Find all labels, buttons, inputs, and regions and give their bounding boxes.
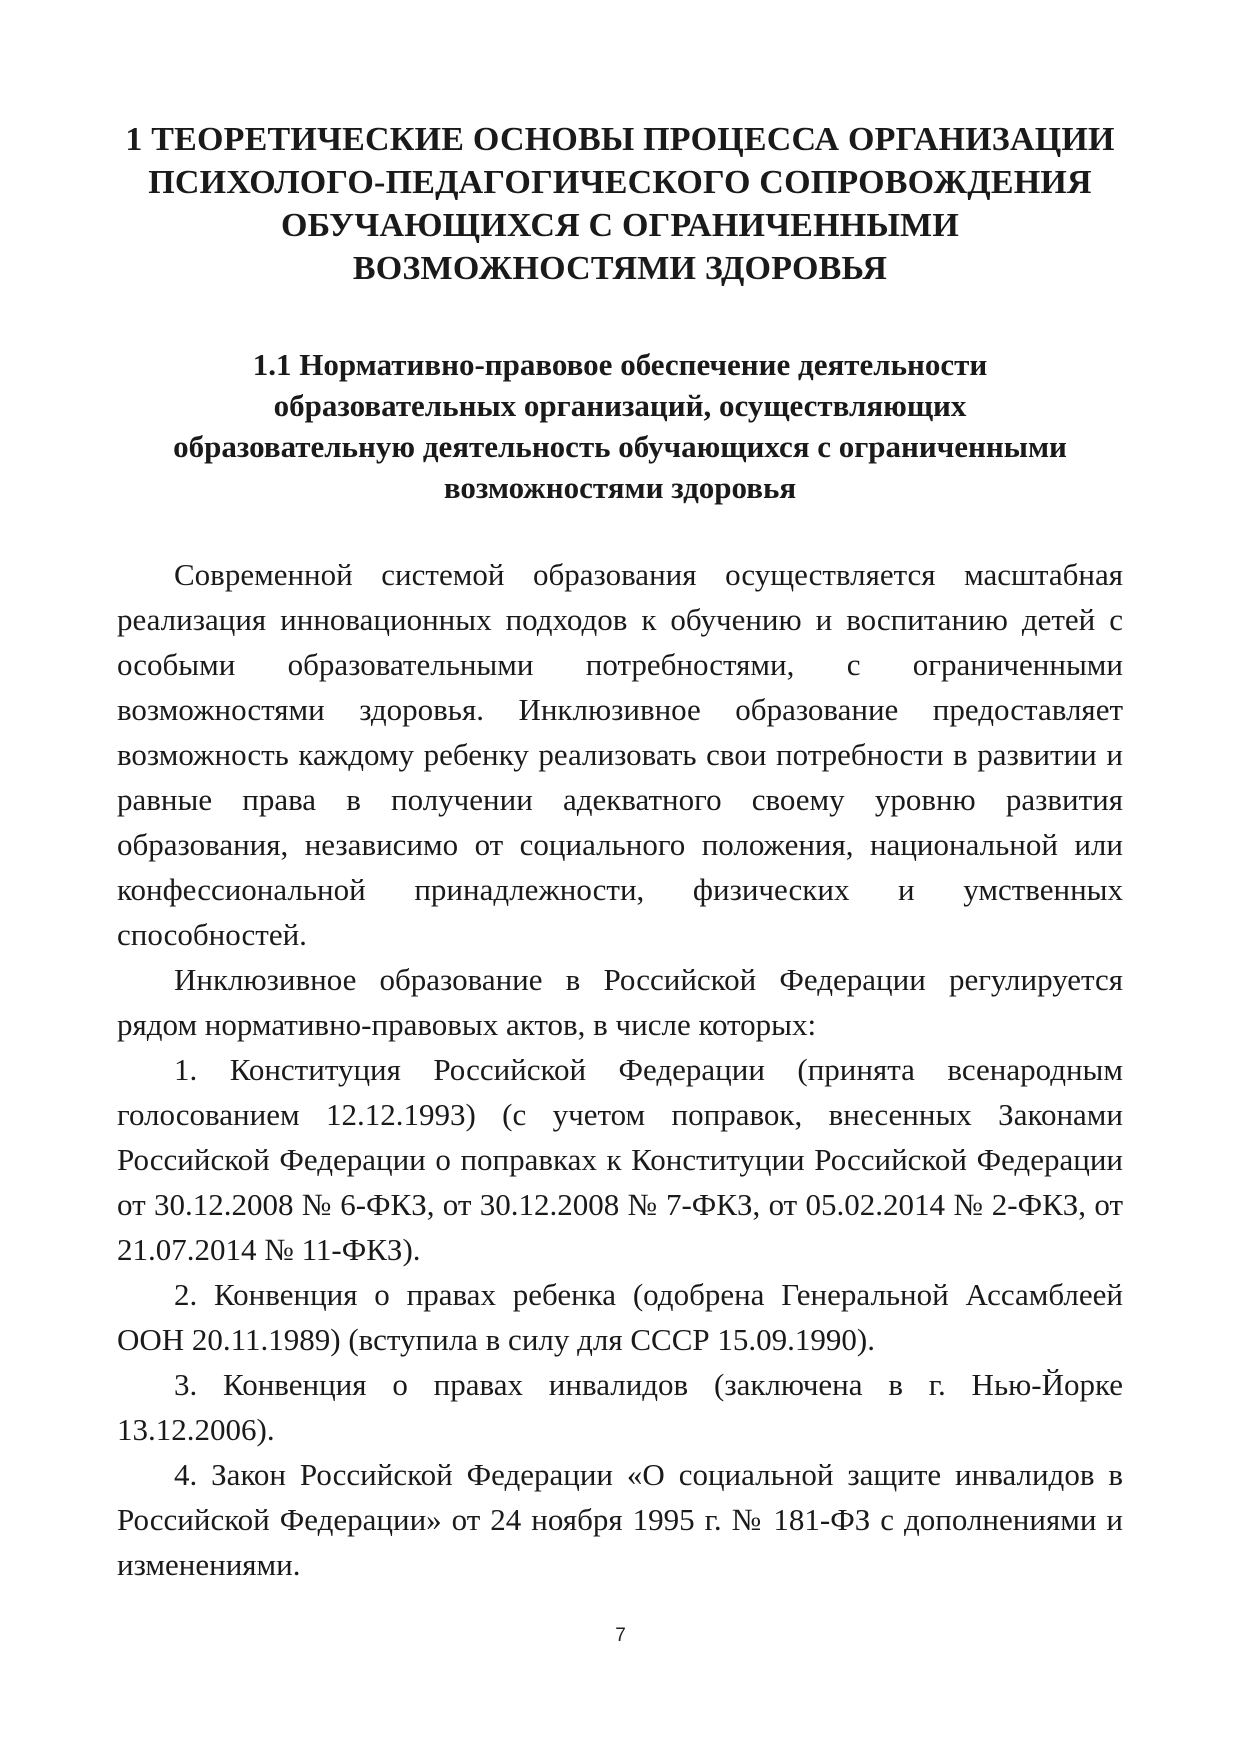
list-item-disability-convention: 3. Конвенция о правах инвалидов (заключена в г. Нью-Йорке 13.12.2006).	[117, 1367, 1123, 1447]
section-title	[117, 344, 1123, 508]
chapter-title-line: ВОЗМОЖНОСТЯМИ ЗДОРОВЬЯ	[352, 250, 888, 287]
chapter-title-line: ПСИХОЛОГО-ПЕДАГОГИЧЕСКОГО СОПРОВОЖДЕНИЯ	[148, 164, 1092, 201]
section-title-line: образовательных организаций, осуществляющих	[273, 388, 967, 423]
chapter-title-line: ОБУЧАЮЩИХСЯ С ОГРАНИЧЕННЫМИ	[281, 207, 959, 244]
list-item-constitution: 1. Конституция Российской Федерации (принята всенародным голосованием 12.12.1993) (с учетом поправок, внесенных Законами Российской Федерации о поправках к Конституции Российской Федерации от 30.12.2008 № 6-ФКЗ, от 30.12.2008 № 7-ФКЗ, от 05.02.2014 № 2-ФКЗ, от 21.07.2014 № 11-ФКЗ).	[117, 1052, 1123, 1267]
section-title-line: образовательную деятельность обучающихся с ограниченными	[173, 429, 1067, 464]
paragraph-regulation: Инклюзивное образование в Российской Федерации регулируется рядом нормативно-правовых актов, в числе которых:	[117, 962, 1123, 1042]
document-page	[117, 118, 1123, 1587]
section-title-line: возможностями здоровья	[443, 470, 797, 505]
section-title-line: 1.1 Нормативно-правовое обеспечение деятельности	[252, 347, 988, 382]
list-item-child-rights-convention: 2. Конвенция о правах ребенка (одобрена Генеральной Ассамблеей ООН 20.11.1989) (вступила в силу для СССР 15.09.1990).	[117, 1277, 1123, 1357]
body-text	[117, 552, 1123, 1587]
paragraph-intro: Современной системой образования осуществляется масштабная реализация инновационных подходов к обучению и воспитанию детей с особыми образовательными потребностями, с ограниченными возможностями здоровья. Инклюзивное образование предоставляет возможность каждому ребенку реализовать свои потребности в развитии и равные права в получении адекватного своему уровню развития образования, независимо от социального положения, национальной или конфессиональной принадлежности, физических и умственных способностей.	[117, 557, 1123, 952]
chapter-title-line: 1 ТЕОРЕТИЧЕСКИЕ ОСНОВЫ ПРОЦЕССА ОРГАНИЗАЦИИ	[125, 121, 1115, 158]
chapter-title	[117, 118, 1123, 290]
page-number: 7	[615, 1625, 626, 1646]
list-item-social-protection-law: 4. Закон Российской Федерации «О социальной защите инвалидов в Российской Федерации» от 24 ноября 1995 г. № 181-ФЗ с дополнениями и изменениями.	[117, 1457, 1123, 1582]
